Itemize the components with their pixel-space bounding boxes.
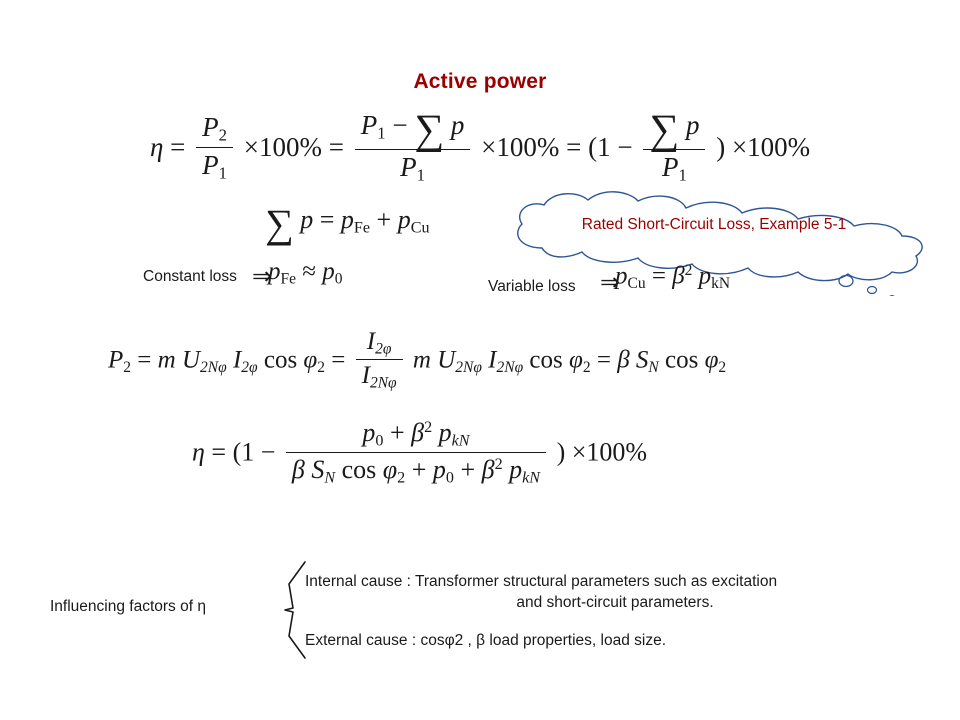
- eq2-p: p: [300, 205, 314, 234]
- eq3-s: S: [635, 346, 649, 374]
- var-p-cu-sub: Cu: [627, 274, 646, 292]
- page-title: Active power: [413, 70, 547, 93]
- eq4-loss-ratio-fraction: [286, 418, 546, 487]
- eq4-den-plus-1: +: [411, 454, 427, 484]
- const-p0: p: [322, 258, 335, 285]
- variable-loss-label: Variable loss: [488, 278, 576, 295]
- eq3-s-sub: N: [648, 358, 659, 376]
- eq2-plus: +: [376, 205, 392, 234]
- const-p0-sub: 0: [334, 270, 343, 288]
- eq2-sum-symbol: ∑: [265, 200, 294, 246]
- eq4-num-plus: +: [389, 418, 405, 447]
- eq1-frac2-den: P: [400, 151, 417, 182]
- eq4-num-pkn: p: [438, 418, 452, 447]
- var-p-kn: p: [698, 262, 712, 290]
- eq4-num-beta-sup: 2: [424, 419, 433, 437]
- const-approx: ≈: [302, 258, 316, 285]
- eq4-equals: =: [211, 437, 227, 467]
- eq3-equals-1: =: [137, 346, 152, 374]
- eq3-phi-1-sub: 2: [317, 358, 326, 376]
- eq3-p2: P: [108, 346, 124, 374]
- equation-total-loss: [265, 200, 430, 246]
- eq1-times100-b: ×100%: [481, 131, 560, 162]
- eq4-times100: ×100%: [571, 437, 648, 467]
- eq3-u-sub: 2Nφ: [200, 358, 227, 376]
- eq3-u: U: [181, 346, 201, 374]
- eq1-frac1-den: P: [202, 149, 219, 180]
- external-cause-text: External cause : cosφ2 , β load properties, load size.: [305, 632, 667, 649]
- influencing-factors-label: Influencing factors of η: [50, 598, 206, 615]
- eq3-m2: m: [412, 346, 431, 374]
- eq4-num-pkn-sub: kN: [451, 432, 470, 450]
- eq2-p-cu-sub: Cu: [410, 219, 430, 237]
- eq4-den-s-sub: N: [324, 469, 336, 487]
- eq4-den-phi: φ: [382, 454, 398, 484]
- eq3-current-ratio-fraction: [356, 328, 403, 391]
- var-beta: β: [672, 262, 685, 290]
- eq1-frac2-p1: P: [360, 110, 378, 140]
- eq1-frac3-den: P: [661, 151, 679, 182]
- eq3-frac-num-sub: 2φ: [375, 340, 392, 358]
- eq1-frac2-p1-sub: 1: [377, 123, 386, 143]
- eq3-cos-1: cos: [263, 346, 298, 374]
- eq4-num-p0: p: [362, 418, 376, 447]
- eq1-paren-open: (1 −: [588, 131, 633, 162]
- eq1-equals-2: =: [328, 131, 344, 162]
- eq3-equals-2: =: [331, 346, 346, 374]
- equation-output-power: [108, 330, 726, 393]
- eq2-equals: =: [319, 205, 335, 234]
- eq2-p-cu: p: [397, 205, 411, 234]
- eq4-eta: η: [192, 437, 205, 467]
- eq1-frac1-num: P: [202, 112, 219, 143]
- eq4-den-beta-2: β: [481, 454, 495, 484]
- cloud-callout-text: Rated Short-Circuit Loss, Example 5-1: [581, 216, 847, 233]
- eq1-fraction-p2-p1: [196, 112, 233, 183]
- eq1-equals-3: =: [566, 131, 582, 162]
- eq4-den-beta-2-sup: 2: [494, 455, 503, 473]
- eq3-phi-2: φ: [569, 346, 583, 374]
- eq1-frac3-sum-symbol: ∑: [649, 107, 680, 154]
- const-p-fe: p: [268, 258, 281, 285]
- eq3-i2: I: [488, 346, 497, 374]
- eq3-beta: β: [617, 346, 630, 374]
- constant-loss-label: Constant loss: [143, 268, 237, 285]
- eq3-i: I: [232, 346, 242, 374]
- eq3-u2-sub: 2Nφ: [455, 358, 482, 376]
- equation-constant-loss: [268, 258, 342, 288]
- variable-loss-arrow: ⇒: [600, 270, 621, 296]
- eq4-num-p0-sub: 0: [375, 432, 384, 450]
- eq4-den-pkn-sub: kN: [522, 469, 541, 487]
- eq4-num-beta: β: [411, 418, 425, 447]
- var-p-cu: p: [615, 262, 628, 290]
- equation-variable-loss: [615, 262, 730, 293]
- eq1-frac1-den-sub: 1: [218, 163, 228, 183]
- eq4-den-phi-sub: 2: [397, 469, 406, 487]
- eq1-equals-1: =: [170, 131, 186, 162]
- eq1-frac3-p: p: [685, 110, 700, 140]
- eq1-eta: η: [150, 131, 164, 162]
- eq3-u2: U: [437, 346, 456, 374]
- eq3-p2-sub: 2: [123, 358, 132, 376]
- eq4-paren-open: (1 −: [232, 437, 276, 467]
- equation-efficiency-expanded: [192, 420, 647, 489]
- eq1-fraction-p1-minus-sum: [355, 107, 471, 185]
- eq1-frac2-minus: −: [392, 110, 408, 140]
- eq4-den-pkn: p: [509, 454, 523, 484]
- eq3-phi-3-sub: 2: [718, 358, 727, 376]
- var-beta-sup: 2: [684, 262, 693, 279]
- internal-cause-text: [305, 572, 945, 614]
- eq3-i2-sub: 2Nφ: [496, 358, 524, 376]
- eq3-frac-den-sub: 2Nφ: [369, 374, 397, 392]
- var-p-kn-sub: kN: [711, 274, 731, 292]
- eq3-cos-2: cos: [529, 346, 563, 374]
- eq2-p-fe: p: [340, 205, 354, 234]
- var-equals: =: [651, 262, 666, 290]
- eq1-frac2-sum-symbol: ∑: [414, 107, 445, 154]
- eq3-i-sub: 2φ: [241, 358, 258, 376]
- eq3-frac-den: I: [361, 361, 370, 389]
- eq3-phi-2-sub: 2: [582, 358, 591, 376]
- eq4-den-plus-2: +: [460, 454, 476, 484]
- eq4-den-p0-sub: 0: [445, 469, 454, 487]
- eq1-times100-c: ×100%: [731, 131, 811, 162]
- eq2-p-fe-sub: Fe: [353, 219, 371, 237]
- constant-loss-arrow: ⇒: [252, 264, 273, 290]
- eq4-den-beta: β: [291, 454, 305, 484]
- eq1-fraction-sum-p1: [643, 107, 705, 185]
- eq4-den-p0: p: [432, 454, 446, 484]
- eq3-m: m: [157, 346, 176, 374]
- eq4-den-cos: cos: [341, 454, 377, 484]
- internal-cause-line-2: and short-circuit parameters.: [516, 593, 714, 611]
- eq3-cos-3: cos: [665, 346, 699, 374]
- eq3-equals-3: =: [596, 346, 611, 374]
- eq1-frac2-den-sub: 1: [416, 165, 425, 185]
- eq4-paren-close: ): [556, 437, 566, 467]
- eq3-phi-3: φ: [704, 346, 719, 374]
- eq1-frac1-num-sub: 2: [218, 125, 228, 145]
- internal-cause-line-1: Internal cause : Transformer structural parameters such as excitation: [305, 573, 778, 590]
- eq1-paren-close: ): [716, 131, 726, 162]
- eq1-frac3-den-sub: 1: [678, 165, 687, 185]
- eq1-frac2-p: p: [450, 110, 465, 140]
- eq1-times100-a: ×100%: [243, 131, 322, 162]
- eq3-phi-1: φ: [303, 346, 318, 374]
- eq3-frac-num: I: [366, 328, 376, 355]
- const-p-fe-sub: Fe: [280, 270, 296, 288]
- eq4-den-s: S: [311, 454, 325, 484]
- equation-efficiency-definition: [150, 107, 811, 187]
